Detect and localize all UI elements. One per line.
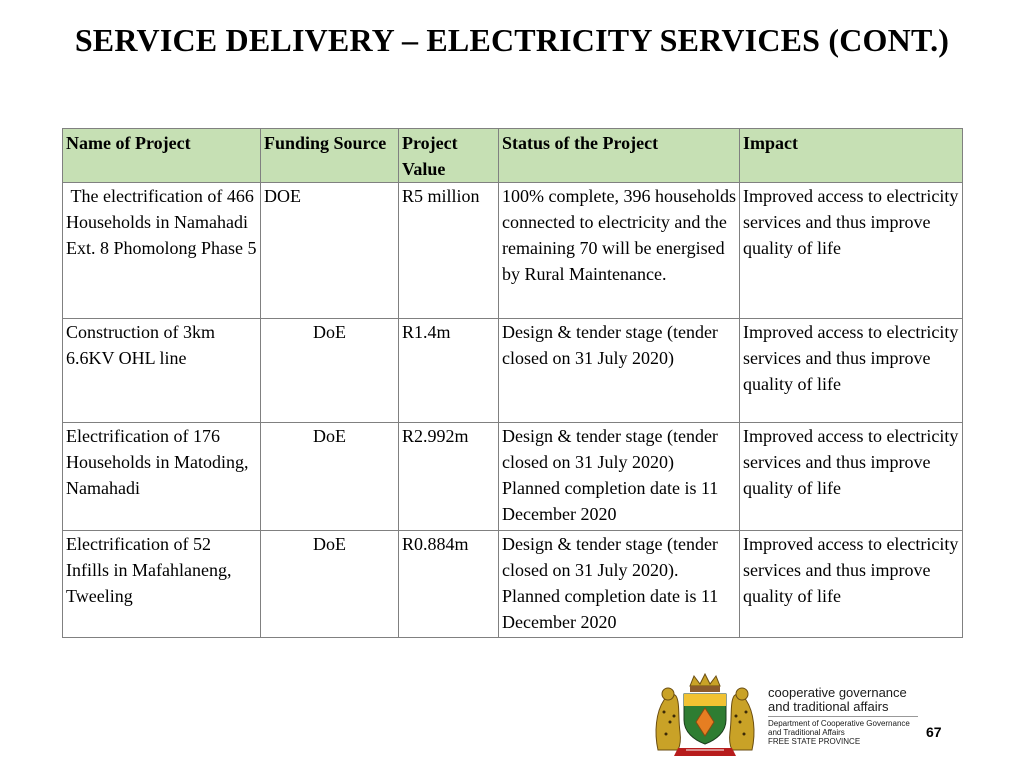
department-logo xyxy=(650,672,950,762)
cell-funding-source: DoE xyxy=(261,423,399,531)
header-project-value: Project Value xyxy=(399,129,499,183)
cell-funding-source: DoE xyxy=(261,319,399,423)
projects-table xyxy=(62,128,963,638)
table-row xyxy=(63,183,963,319)
cell-funding-source: DOE xyxy=(261,183,399,319)
org-line-1: cooperative governance xyxy=(768,685,907,700)
table-row xyxy=(63,531,963,638)
dept-line-2: and Traditional Affairs xyxy=(768,728,845,737)
header-impact: Impact xyxy=(740,129,963,183)
cell-funding-source: DoE xyxy=(261,531,399,638)
coat-of-arms-icon xyxy=(650,672,760,758)
cell-project-name: Electrification of 176 Households in Matoding, Namahadi xyxy=(63,423,261,531)
org-name xyxy=(768,686,907,714)
header-status: Status of the Project xyxy=(499,129,740,183)
cell-status: Design & tender stage (tender closed on 31 July 2020) Planned completion date is 11 December 2020 xyxy=(499,423,740,531)
dept-line-3: FREE STATE PROVINCE xyxy=(768,737,861,746)
header-name-of-project: Name of Project xyxy=(63,129,261,183)
cell-status: 100% complete, 396 households connected to electricity and the remaining 70 will be energised by Rural Maintenance. xyxy=(499,183,740,319)
org-line-2: and traditional affairs xyxy=(768,699,889,714)
header-funding-source: Funding Source xyxy=(261,129,399,183)
cell-impact: Improved access to electricity services and thus improve quality of life xyxy=(740,531,963,638)
department-name xyxy=(768,719,910,746)
cell-impact: Improved access to electricity services and thus improve quality of life xyxy=(740,183,963,319)
cell-project-name: Electrification of 52 Infills in Mafahlaneng, Tweeling xyxy=(63,531,261,638)
cell-project-value: R1.4m xyxy=(399,319,499,423)
table-header-row xyxy=(63,129,963,183)
page-number: 67 xyxy=(926,724,942,740)
cell-project-name: The electrification of 466 Households in Namahadi Ext. 8 Phomolong Phase 5 xyxy=(63,183,261,319)
cell-project-value: R5 million xyxy=(399,183,499,319)
cell-project-value: R2.992m xyxy=(399,423,499,531)
cell-project-name: Construction of 3km 6.6KV OHL line xyxy=(63,319,261,423)
dept-line-1: Department of Cooperative Governance xyxy=(768,719,910,728)
cell-impact: Improved access to electricity services and thus improve quality of life xyxy=(740,319,963,423)
cell-project-value: R0.884m xyxy=(399,531,499,638)
cell-status: Design & tender stage (tender closed on 31 July 2020). Planned completion date is 11 December 2020 xyxy=(499,531,740,638)
cell-status: Design & tender stage (tender closed on 31 July 2020) xyxy=(499,319,740,423)
table-row xyxy=(63,319,963,423)
table-row xyxy=(63,423,963,531)
cell-impact: Improved access to electricity services and thus improve quality of life xyxy=(740,423,963,531)
logo-divider xyxy=(768,716,918,717)
page-title: SERVICE DELIVERY – ELECTRICITY SERVICES (CONT.) xyxy=(74,22,950,58)
